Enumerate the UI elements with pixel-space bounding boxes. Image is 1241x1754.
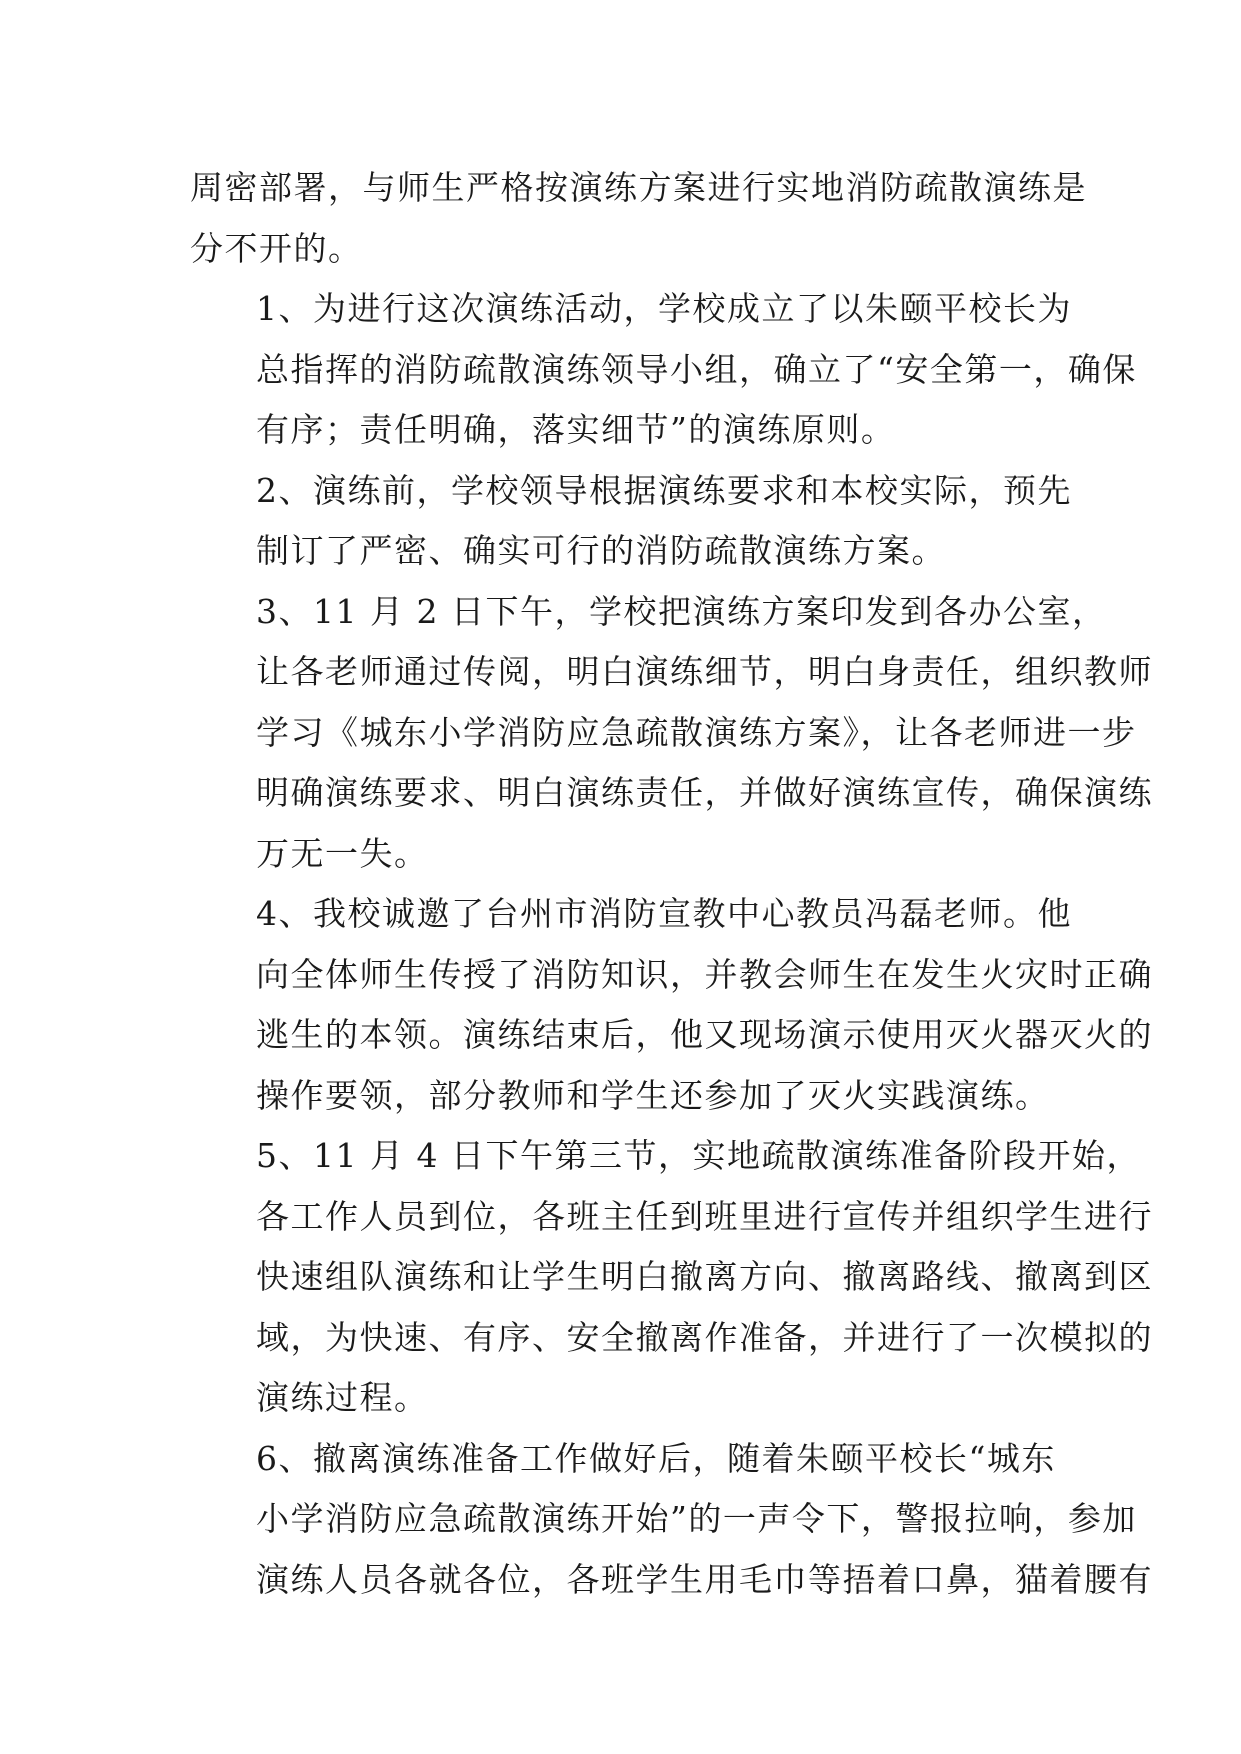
text-line: 3、11 月 2 日下午，学校把演练方案印发到各办公室， [256, 591, 1107, 631]
text-line: 制订了严密、确实可行的消防疏散演练方案。 [256, 531, 946, 570]
paragraph-item-6 [190, 1429, 1153, 1611]
text-line: 6、撤离演练准备工作做好后，随着朱颐平校长“城东 [256, 1438, 1056, 1478]
paragraph-item-2 [190, 461, 1072, 582]
text-line: 明确演练要求、明白演练责任，并做好演练宣传，确保演练 [256, 773, 1153, 812]
text-line: 快速组队演练和让学生明白撤离方向、撤离路线、撤离到区 [256, 1257, 1153, 1296]
paragraph-item-4 [190, 884, 1153, 1126]
text-line: 1、为进行这次演练活动，学校成立了以朱颐平校长为 [256, 289, 1072, 328]
text-line: 4、我校诚邀了台州市消防宣教中心教员冯磊老师。他 [256, 894, 1072, 933]
text-line: 向全体师生传授了消防知识，并教会师生在发生火灾时正确 [256, 954, 1153, 994]
document-body [190, 158, 1153, 1610]
text-line: 逃生的本领。演练结束后，他又现场演示使用灭火器灭火的 [256, 1015, 1153, 1054]
text-line: 万无一失。 [256, 833, 429, 873]
text-line: 有序；责任明确，落实细节”的演练原则。 [256, 410, 896, 449]
paragraph-item-1 [190, 279, 1137, 461]
paragraph-item-3 [190, 582, 1153, 885]
text-line: 总指挥的消防疏散演练领导小组，确立了“安全第一，确保 [256, 349, 1137, 389]
paragraph-item-5 [190, 1126, 1153, 1429]
text-line: 域，为快速、有序、安全撤离作准备，并进行了一次模拟的 [256, 1317, 1153, 1357]
text-line: 学习《城东小学消防应急疏散演练方案》，让各老师进一步 [256, 712, 1137, 752]
text-line: 让各老师通过传阅，明白演练细节，明白身责任，组织教师 [256, 652, 1153, 691]
paragraph-intro-continuation [190, 158, 1087, 279]
text-line: 2、演练前，学校领导根据演练要求和本校实际，预先 [256, 470, 1072, 510]
text-line: 5、11 月 4 日下午第三节，实地疏散演练准备阶段开始， [256, 1136, 1141, 1175]
text-line: 周密部署，与师生严格按演练方案进行实地消防疏散演练是 [190, 168, 1087, 207]
text-line: 演练过程。 [256, 1378, 429, 1417]
text-line: 分不开的。 [190, 228, 363, 268]
text-line: 操作要领，部分教师和学生还参加了灭火实践演练。 [256, 1075, 1050, 1115]
text-line: 小学消防应急疏散演练开始”的一声令下，警报拉响，参加 [256, 1499, 1137, 1538]
text-line: 各工作人员到位，各班主任到班里进行宣传并组织学生进行 [256, 1196, 1153, 1236]
text-line: 演练人员各就各位，各班学生用毛巾等捂着口鼻，猫着腰有 [256, 1559, 1153, 1599]
